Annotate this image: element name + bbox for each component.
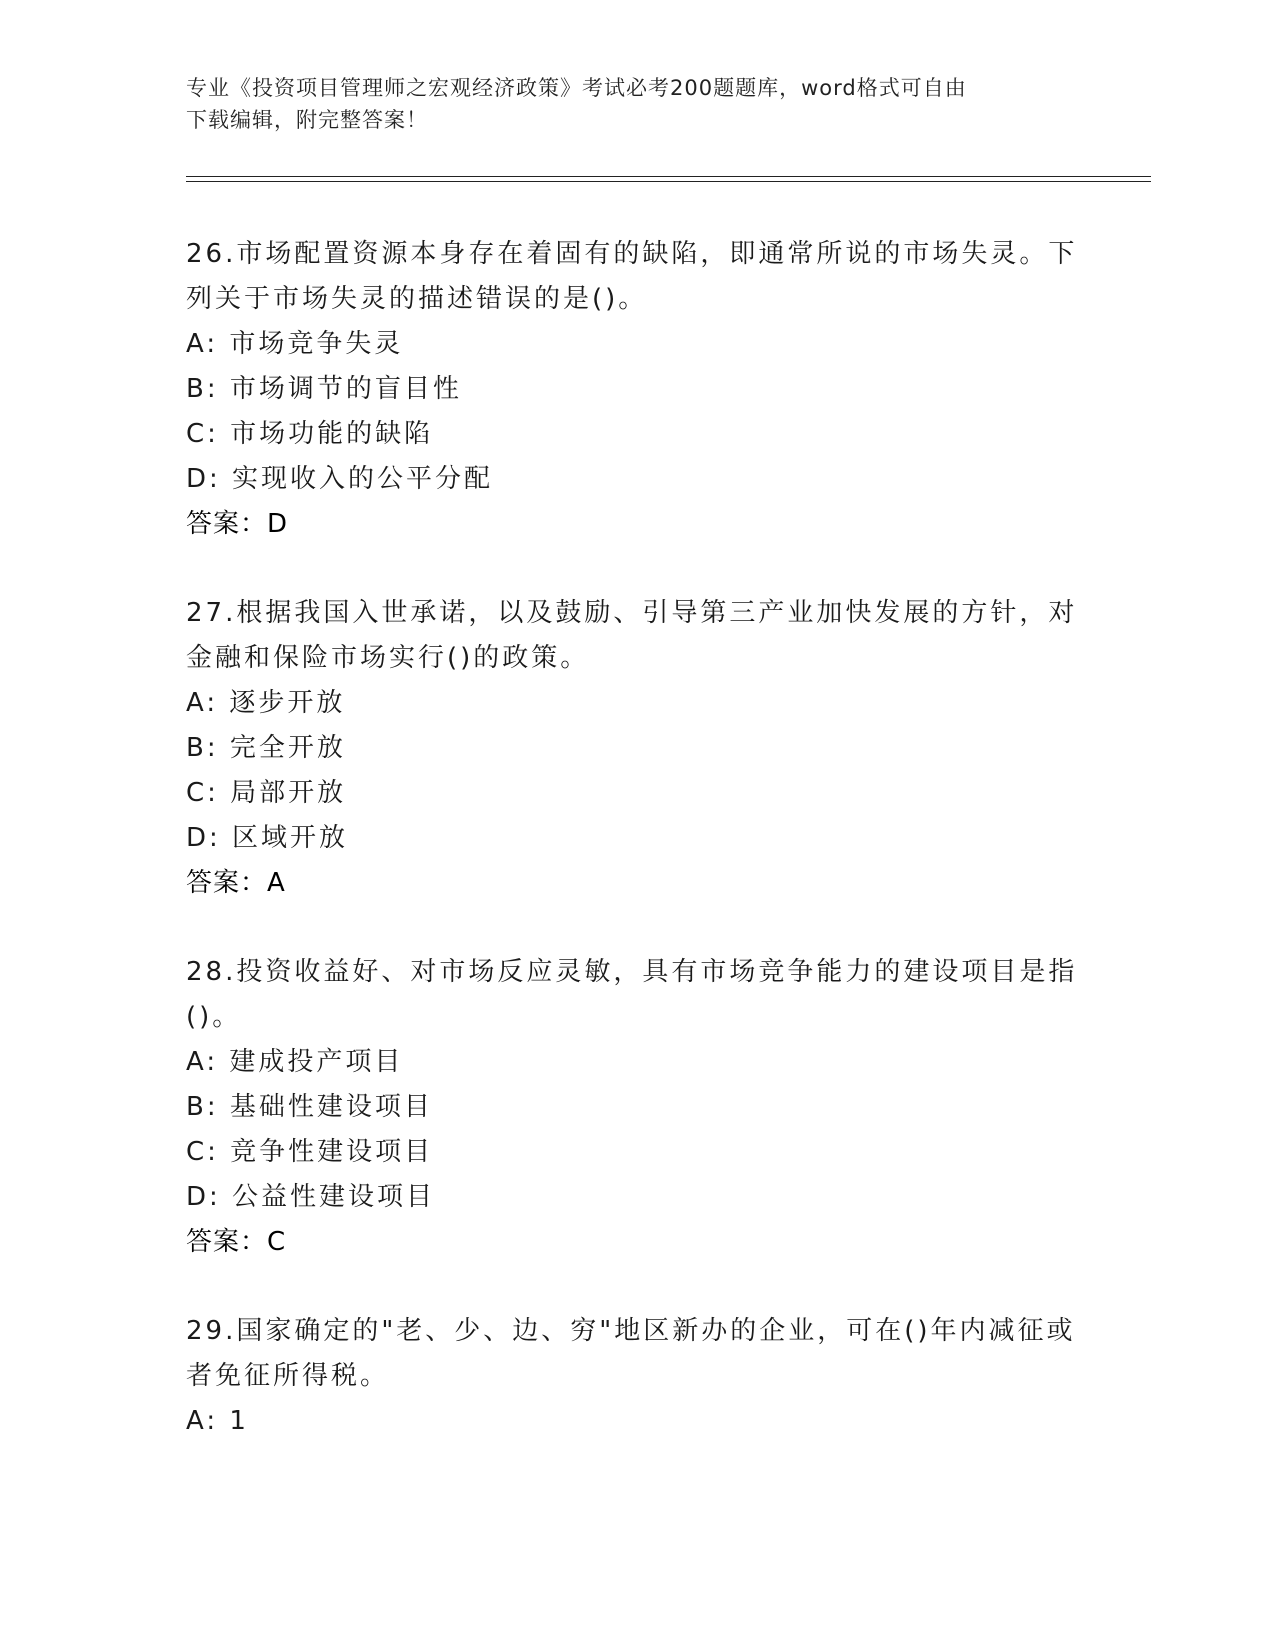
question-26 <box>186 232 1086 547</box>
header-line-1: 专业《投资项目管理师之宏观经济政策》考试必考200题题库，word格式可自由 <box>186 76 967 100</box>
document-header <box>186 72 1086 136</box>
header-divider-top <box>186 176 1151 177</box>
option-a: A: 市场竞争失灵 <box>186 329 404 359</box>
option-c: C: 局部开放 <box>186 778 347 808</box>
answer-label: 答案：A <box>186 868 286 898</box>
header-line-2: 下载编辑，附完整答案！ <box>186 108 428 132</box>
question-stem-line: 28.投资收益好、对市场反应灵敏，具有市场竞争能力的建设项目是指 <box>186 957 1078 987</box>
question-stem-line: 列关于市场失灵的描述错误的是()。 <box>186 284 648 314</box>
question-stem-line: 29.国家确定的"老、少、边、穷"地区新办的企业，可在()年内减征或 <box>186 1316 1076 1346</box>
question-27 <box>186 591 1086 906</box>
question-28 <box>186 950 1086 1265</box>
answer-label: 答案：D <box>186 509 289 539</box>
option-c: C: 市场功能的缺陷 <box>186 419 434 449</box>
question-stem-line: 金融和保险市场实行()的政策。 <box>186 643 590 673</box>
option-b: B: 市场调节的盲目性 <box>186 374 462 404</box>
option-d: D: 区域开放 <box>186 823 349 853</box>
answer-label: 答案：C <box>186 1227 287 1257</box>
option-a: A: 逐步开放 <box>186 688 346 718</box>
option-a: A: 1 <box>186 1406 249 1436</box>
option-b: B: 基础性建设项目 <box>186 1092 433 1122</box>
option-c: C: 竞争性建设项目 <box>186 1137 434 1167</box>
question-stem-line: ()。 <box>186 1002 242 1032</box>
question-stem-line: 26.市场配置资源本身存在着固有的缺陷，即通常所说的市场失灵。下 <box>186 239 1078 269</box>
question-29 <box>186 1309 1086 1444</box>
option-d: D: 公益性建设项目 <box>186 1182 436 1212</box>
question-stem-line: 者免征所得税。 <box>186 1361 390 1391</box>
option-d: D: 实现收入的公平分配 <box>186 464 494 494</box>
question-list <box>186 232 1086 1488</box>
header-divider-bottom <box>186 181 1151 182</box>
option-a: A: 建成投产项目 <box>186 1047 404 1077</box>
option-b: B: 完全开放 <box>186 733 346 763</box>
question-stem-line: 27.根据我国入世承诺，以及鼓励、引导第三产业加快发展的方针，对 <box>186 598 1078 628</box>
